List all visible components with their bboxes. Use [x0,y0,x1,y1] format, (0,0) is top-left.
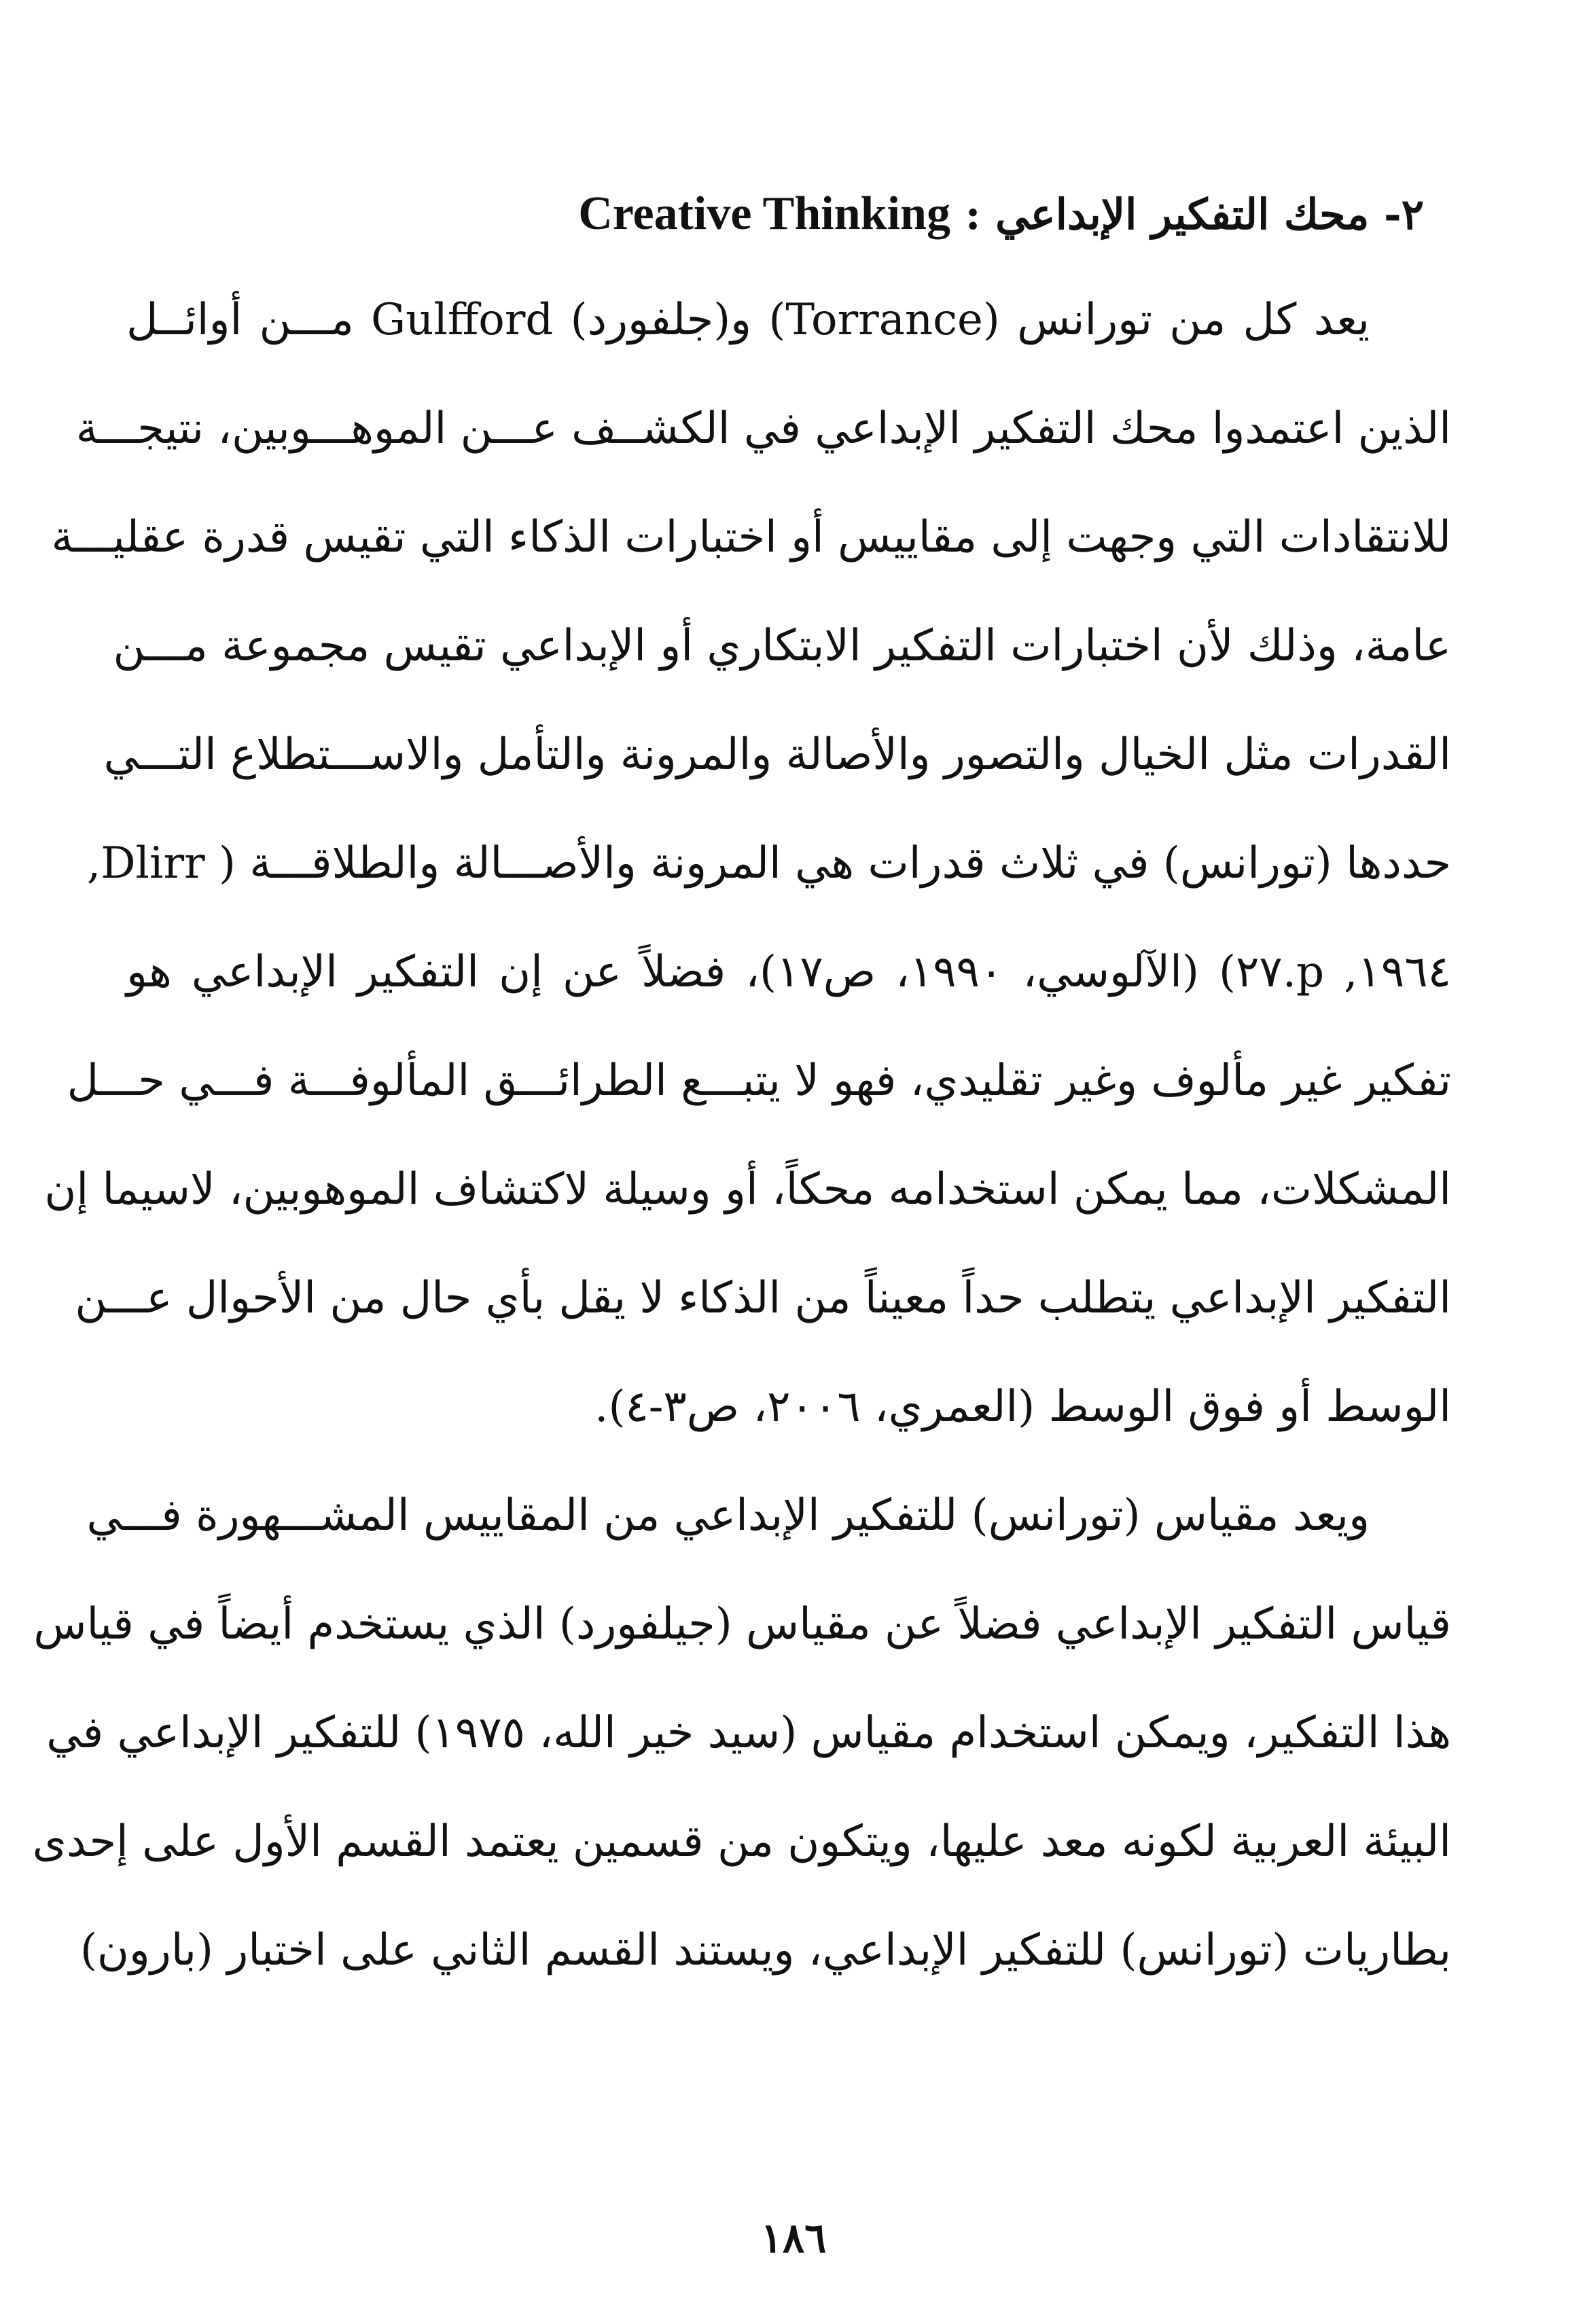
heading-english-title: Creative Thinking [578,187,950,240]
text-line: يعد كل من تورانس (Torrance) و(جلفورد) Gulfford مـــن أوائــل [126,295,1370,345]
text-line: بطاريات (تورانس) للتفكير الإبداعي، ويستند القسم الثاني على اختبار (بارون) [79,1925,1451,1976]
text-line: ١٩٦٤, p.٢٧) (الآلوسي، ١٩٩٠، ص١٧)، فضلاً عن إن التفكير الإبداعي هو [126,947,1452,997]
text-line: القدرات مثل الخيال والتصور والأصالة والمرونة والتأمل والاســـتطلاع التـــي [103,730,1451,780]
text-line: هذا التفكير، ويمكن استخدام مقياس (سيد خير الله، ١٩٧٥) للتفكير الإبداعي في [46,1708,1451,1758]
text-line: للانتقادات التي وجهت إلى مقاييس أو اختبارات الذكاء التي تقيس قدرة عقليـــة [51,512,1451,562]
text-line: قياس التفكير الإبداعي فضلاً عن مقياس (جيلفورد) الذي يستخدم أيضاً في قياس [33,1599,1451,1649]
section-heading [133,183,1424,245]
text-line: الوسط أو فوق الوسط (العمري، ٢٠٠٦، ص٣-٤). [594,1382,1451,1432]
text-line: تفكير غير مألوف وغير تقليدي، فهو لا يتبـــع الطرائـــق المألوفـــة فـــي حـــل [67,1056,1451,1106]
text-line: المشكلات، مما يمكن استخدامه محكاً، أو وسيلة لاكتشاف الموهوبين، لاسيما إن [44,1164,1451,1215]
text-line: حددها (تورانس) في ثلاث قدرات هي المرونة والأصـــالة والطلاقـــة ( Dlirr, [86,838,1451,889]
text-line: الذين اعتمدوا محك التفكير الإبداعي في الكشــف عـــن الموهـــوبين، نتيجـــة [75,404,1451,454]
body-paragraphs [32,283,1452,2022]
heading-number: ٢- [1383,190,1424,239]
text-line: ويعد مقياس (تورانس) للتفكير الإبداعي من المقاييس المشـــهورة فـــي [86,1490,1370,1541]
text-line: التفكير الإبداعي يتطلب حداً معيناً من الذكاء لا يقل بأي حال من الأحوال عـــن [75,1273,1451,1323]
heading-arabic-title: محك التفكير الإبداعي [995,190,1370,239]
text-line: عامة، وذلك لأن اختبارات التفكير الابتكاري أو الإبداعي تقيس مجموعة مـــن [113,621,1451,671]
text-line: البيئة العربية لكونه معد عليها، ويتكون من قسمين يعتمد القسم الأول على إحدى [32,1817,1451,1867]
page-number: ١٨٦ [760,2215,827,2262]
heading-separator: : [965,190,981,239]
